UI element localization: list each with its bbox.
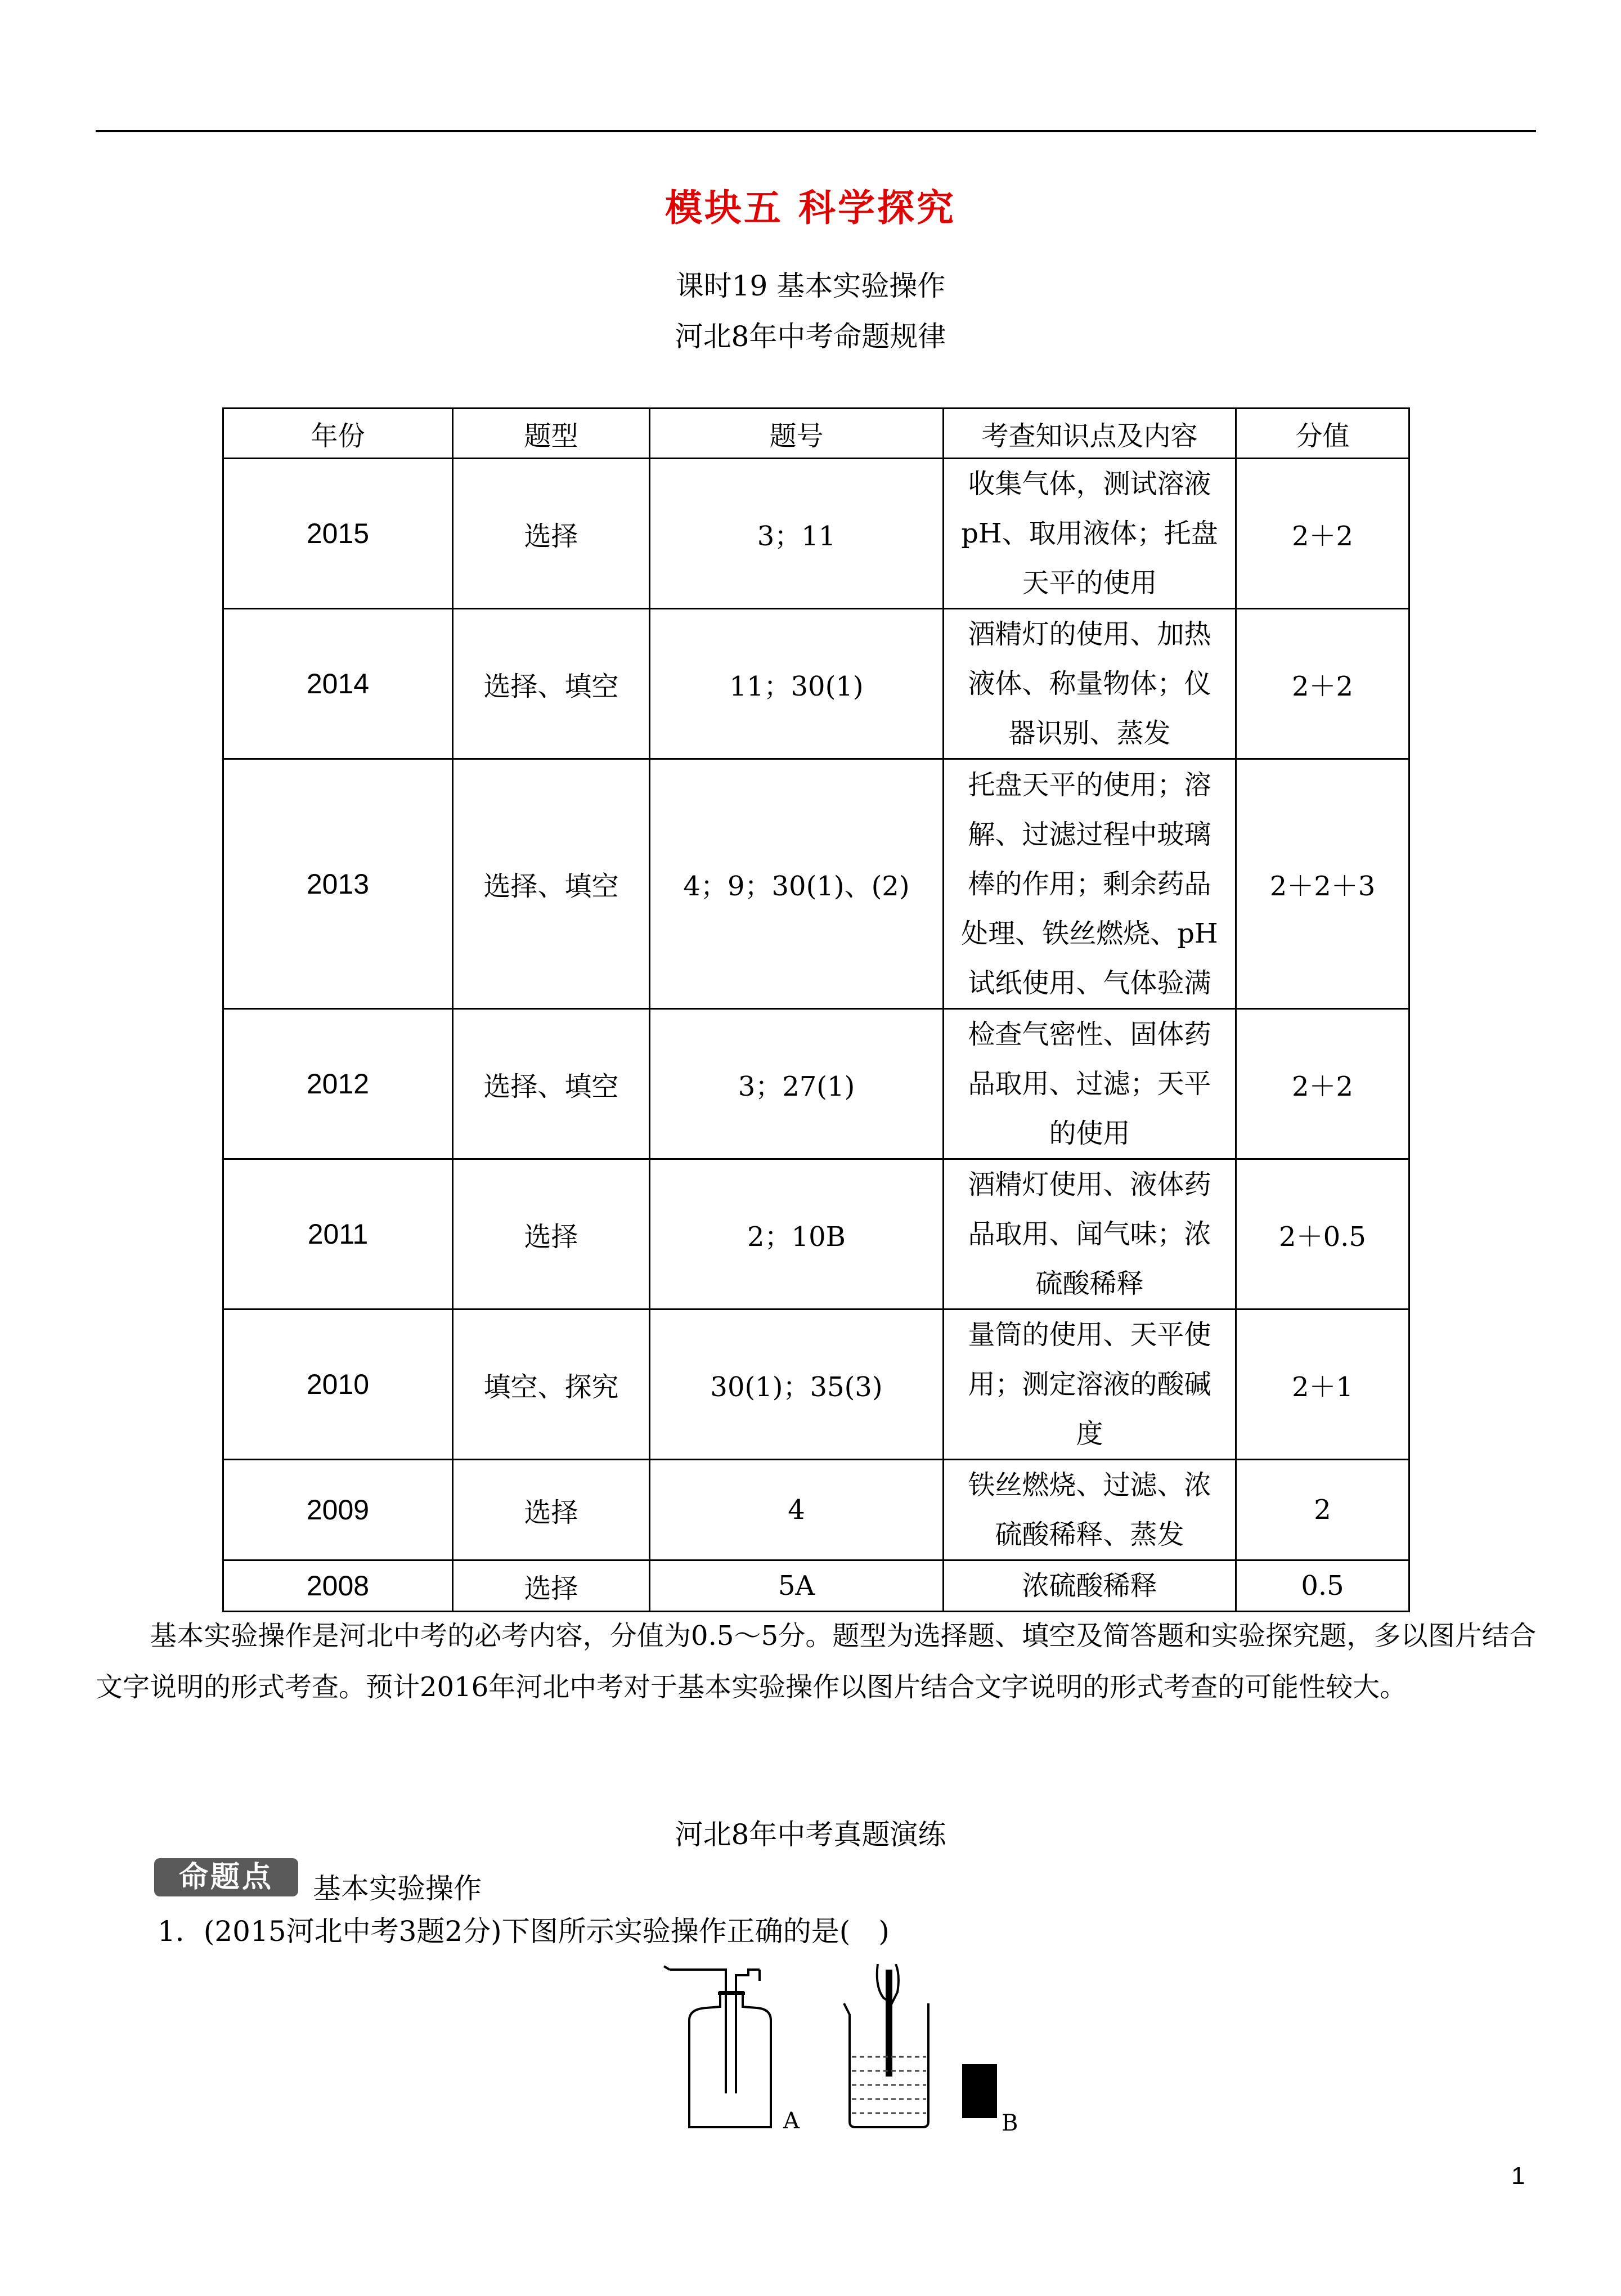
table-row	[223, 1310, 1409, 1460]
cell-year: 2015	[223, 459, 453, 609]
practice-title: 河北8年中考真题演练	[675, 1818, 946, 1851]
cell-type: 选择	[453, 1560, 650, 1612]
summary-paragraph: 基本实验操作是河北中考的必考内容，分值为0.5～5分。题型为选择题、填空及简答题和实验探究题，多以图片结合文字说明的形式考查。预计2016年河北中考对于基本实验操作以图片结合文字说明的形式考查的可能性较大。	[96, 1620, 1536, 1703]
question-1: 1．(2015河北中考3题2分)下图所示实验操作正确的是( )	[158, 1915, 890, 1948]
cell-number: 4	[650, 1460, 944, 1560]
cell-year: 2008	[223, 1560, 453, 1612]
cell-type: 选择、填空	[453, 1009, 650, 1159]
cell-type: 选择	[453, 1159, 650, 1310]
header-rule	[96, 130, 1536, 132]
cell-year: 2013	[223, 759, 453, 1009]
table-header-row	[223, 409, 1409, 459]
page-number: 1	[1511, 2162, 1525, 2190]
header-year: 年份	[223, 409, 453, 459]
figure-label-b: B	[1002, 2110, 1018, 2133]
cell-type: 选择	[453, 1460, 650, 1560]
cell-number: 30(1)；35(3)	[650, 1310, 944, 1460]
cell-content: 检查气密性、固体药品取用、过滤；天平的使用	[944, 1009, 1236, 1159]
gas-bottle-icon	[658, 1964, 827, 2133]
cell-year: 2014	[223, 609, 453, 759]
cell-score: 2＋2	[1236, 459, 1409, 609]
cell-number: 3；27(1)	[650, 1009, 944, 1159]
table-row	[223, 459, 1409, 609]
cell-content: 酒精灯使用、液体药品取用、闻气味；浓硫酸稀释	[944, 1159, 1236, 1310]
cell-score: 2＋0.5	[1236, 1159, 1409, 1310]
header-score: 分值	[1236, 409, 1409, 459]
beaker-icon	[833, 1964, 1024, 2133]
topic-tag-badge: 命题点	[154, 1858, 298, 1896]
cell-content: 量筒的使用、天平使用；测定溶液的酸碱度	[944, 1310, 1236, 1460]
module-title: 模块五 科学探究	[665, 186, 956, 230]
figure-b-beaker	[833, 1964, 1024, 2133]
cell-content: 托盘天平的使用；溶解、过滤过程中玻璃棒的作用；剩余药品处理、铁丝燃烧、pH试纸使用、气体验满	[944, 759, 1236, 1009]
topic-tag-label: 基本实验操作	[313, 1872, 482, 1905]
table-row	[223, 1560, 1409, 1612]
cell-type: 填空、探究	[453, 1310, 650, 1460]
header-content: 考查知识点及内容	[944, 409, 1236, 459]
lesson-title: 课时19 基本实验操作	[675, 270, 946, 302]
cell-content: 浓硫酸稀释	[944, 1560, 1236, 1612]
cell-year: 2010	[223, 1310, 453, 1460]
cell-content: 铁丝燃烧、过滤、浓硫酸稀释、蒸发	[944, 1460, 1236, 1560]
cell-year: 2011	[223, 1159, 453, 1310]
cell-score: 2＋2	[1236, 609, 1409, 759]
table-row	[223, 1460, 1409, 1560]
figure-a-gas-bottle	[658, 1964, 827, 2133]
cell-number: 2；10B	[650, 1159, 944, 1310]
cell-score: 2＋2＋3	[1236, 759, 1409, 1009]
table-row	[223, 759, 1409, 1009]
table-row	[223, 609, 1409, 759]
cell-number: 5A	[650, 1560, 944, 1612]
figure-label-a: A	[783, 2108, 800, 2133]
cell-number: 3；11	[650, 459, 944, 609]
header-type: 题型	[453, 409, 650, 459]
cell-year: 2009	[223, 1460, 453, 1560]
exam-rules-table	[222, 407, 1410, 1612]
cell-content: 酒精灯的使用、加热液体、称量物体；仪器识别、蒸发	[944, 609, 1236, 759]
cell-type: 选择、填空	[453, 759, 650, 1009]
table-row	[223, 1009, 1409, 1159]
cell-year: 2012	[223, 1009, 453, 1159]
cell-number: 4；9；30(1)、(2)	[650, 759, 944, 1009]
table-row	[223, 1159, 1409, 1310]
cell-type: 选择、填空	[453, 609, 650, 759]
cell-score: 2	[1236, 1460, 1409, 1560]
cell-score: 2＋1	[1236, 1310, 1409, 1460]
header-number: 题号	[650, 409, 944, 459]
cell-score: 0.5	[1236, 1560, 1409, 1612]
cell-number: 11；30(1)	[650, 609, 944, 759]
cell-score: 2＋2	[1236, 1009, 1409, 1159]
rules-title: 河北8年中考命题规律	[675, 320, 946, 353]
cell-content: 收集气体，测试溶液pH、取用液体；托盘天平的使用	[944, 459, 1236, 609]
cell-type: 选择	[453, 459, 650, 609]
